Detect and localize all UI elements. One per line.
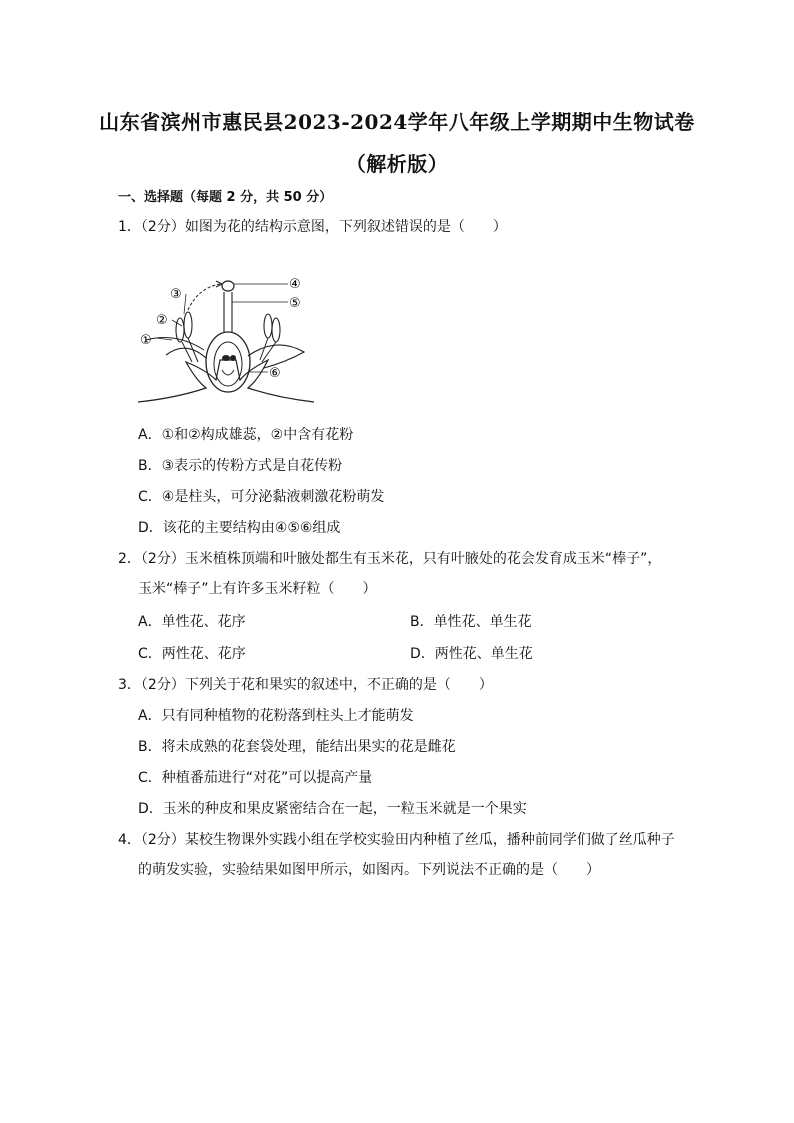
question-4-stem-line1: 4．（2分）某校生物课外实践小组在学校实验田内种植了丝瓜，播种前同学们做了丝瓜种子 (118, 832, 675, 848)
question-2-stem (118, 549, 661, 599)
section-heading: 一、选择题（每题 2 分，共 50 分） (118, 190, 333, 205)
question-1-option-c: C．④是柱头，可分泌黏液刺激花粉萌发 (138, 489, 385, 505)
question-2-option-d: D．两性花、单生花 (410, 646, 533, 662)
question-2-stem-line2: 玉米“棒子”上有许多玉米籽粒（ ） (138, 581, 377, 597)
question-2-option-c: C．两性花、花序 (138, 646, 246, 662)
question-3-stem: 3．（2分）下列关于花和果实的叙述中，不正确的是（ ） (118, 677, 493, 693)
label-3: ③ (170, 287, 182, 302)
question-3-option-b: B．将未成熟的花套袋处理，能结出果实的花是雌花 (138, 739, 456, 755)
question-1-stem: 1．（2分）如图为花的结构示意图，下列叙述错误的是（ ） (118, 219, 507, 235)
question-2-option-b: B．单性花、单生花 (410, 614, 532, 630)
question-2-stem-line1: 2．（2分）玉米植株顶端和叶腋处都生有玉米花，只有叶腋处的花会发育成玉米“棒子”， (118, 551, 662, 567)
label-6: ⑥ (269, 366, 281, 381)
question-4-stem-line2: 的萌发实验，实验结果如图甲所示，如图丙。下列说法不正确的是（ ） (138, 862, 600, 878)
label-1: ① (140, 333, 152, 348)
question-2-option-a: A．单性花、花序 (138, 614, 246, 630)
flower-structure-diagram (136, 270, 316, 420)
label-2: ② (156, 313, 168, 328)
question-4-stem (118, 830, 675, 880)
question-1-option-a: A．①和②构成雄蕊，②中含有花粉 (138, 427, 354, 443)
document-subtitle: （解析版） (345, 152, 449, 176)
question-3-option-d: D．玉米的种皮和果皮紧密结合在一起，一粒玉米就是一个果实 (138, 801, 527, 817)
question-3-option-a: A．只有同种植物的花粉落到柱头上才能萌发 (138, 708, 414, 724)
question-1-option-d: D．该花的主要结构由④⑤⑥组成 (138, 520, 341, 536)
label-4: ④ (289, 277, 301, 292)
question-3-option-c: C．种植番茄进行“对花”可以提高产量 (138, 770, 373, 786)
question-1-option-b: B．③表示的传粉方式是自花传粉 (138, 458, 343, 474)
label-5: ⑤ (289, 296, 301, 311)
document-title: 山东省滨州市惠民县2023-2024学年八年级上学期期中生物试卷 (99, 110, 695, 134)
